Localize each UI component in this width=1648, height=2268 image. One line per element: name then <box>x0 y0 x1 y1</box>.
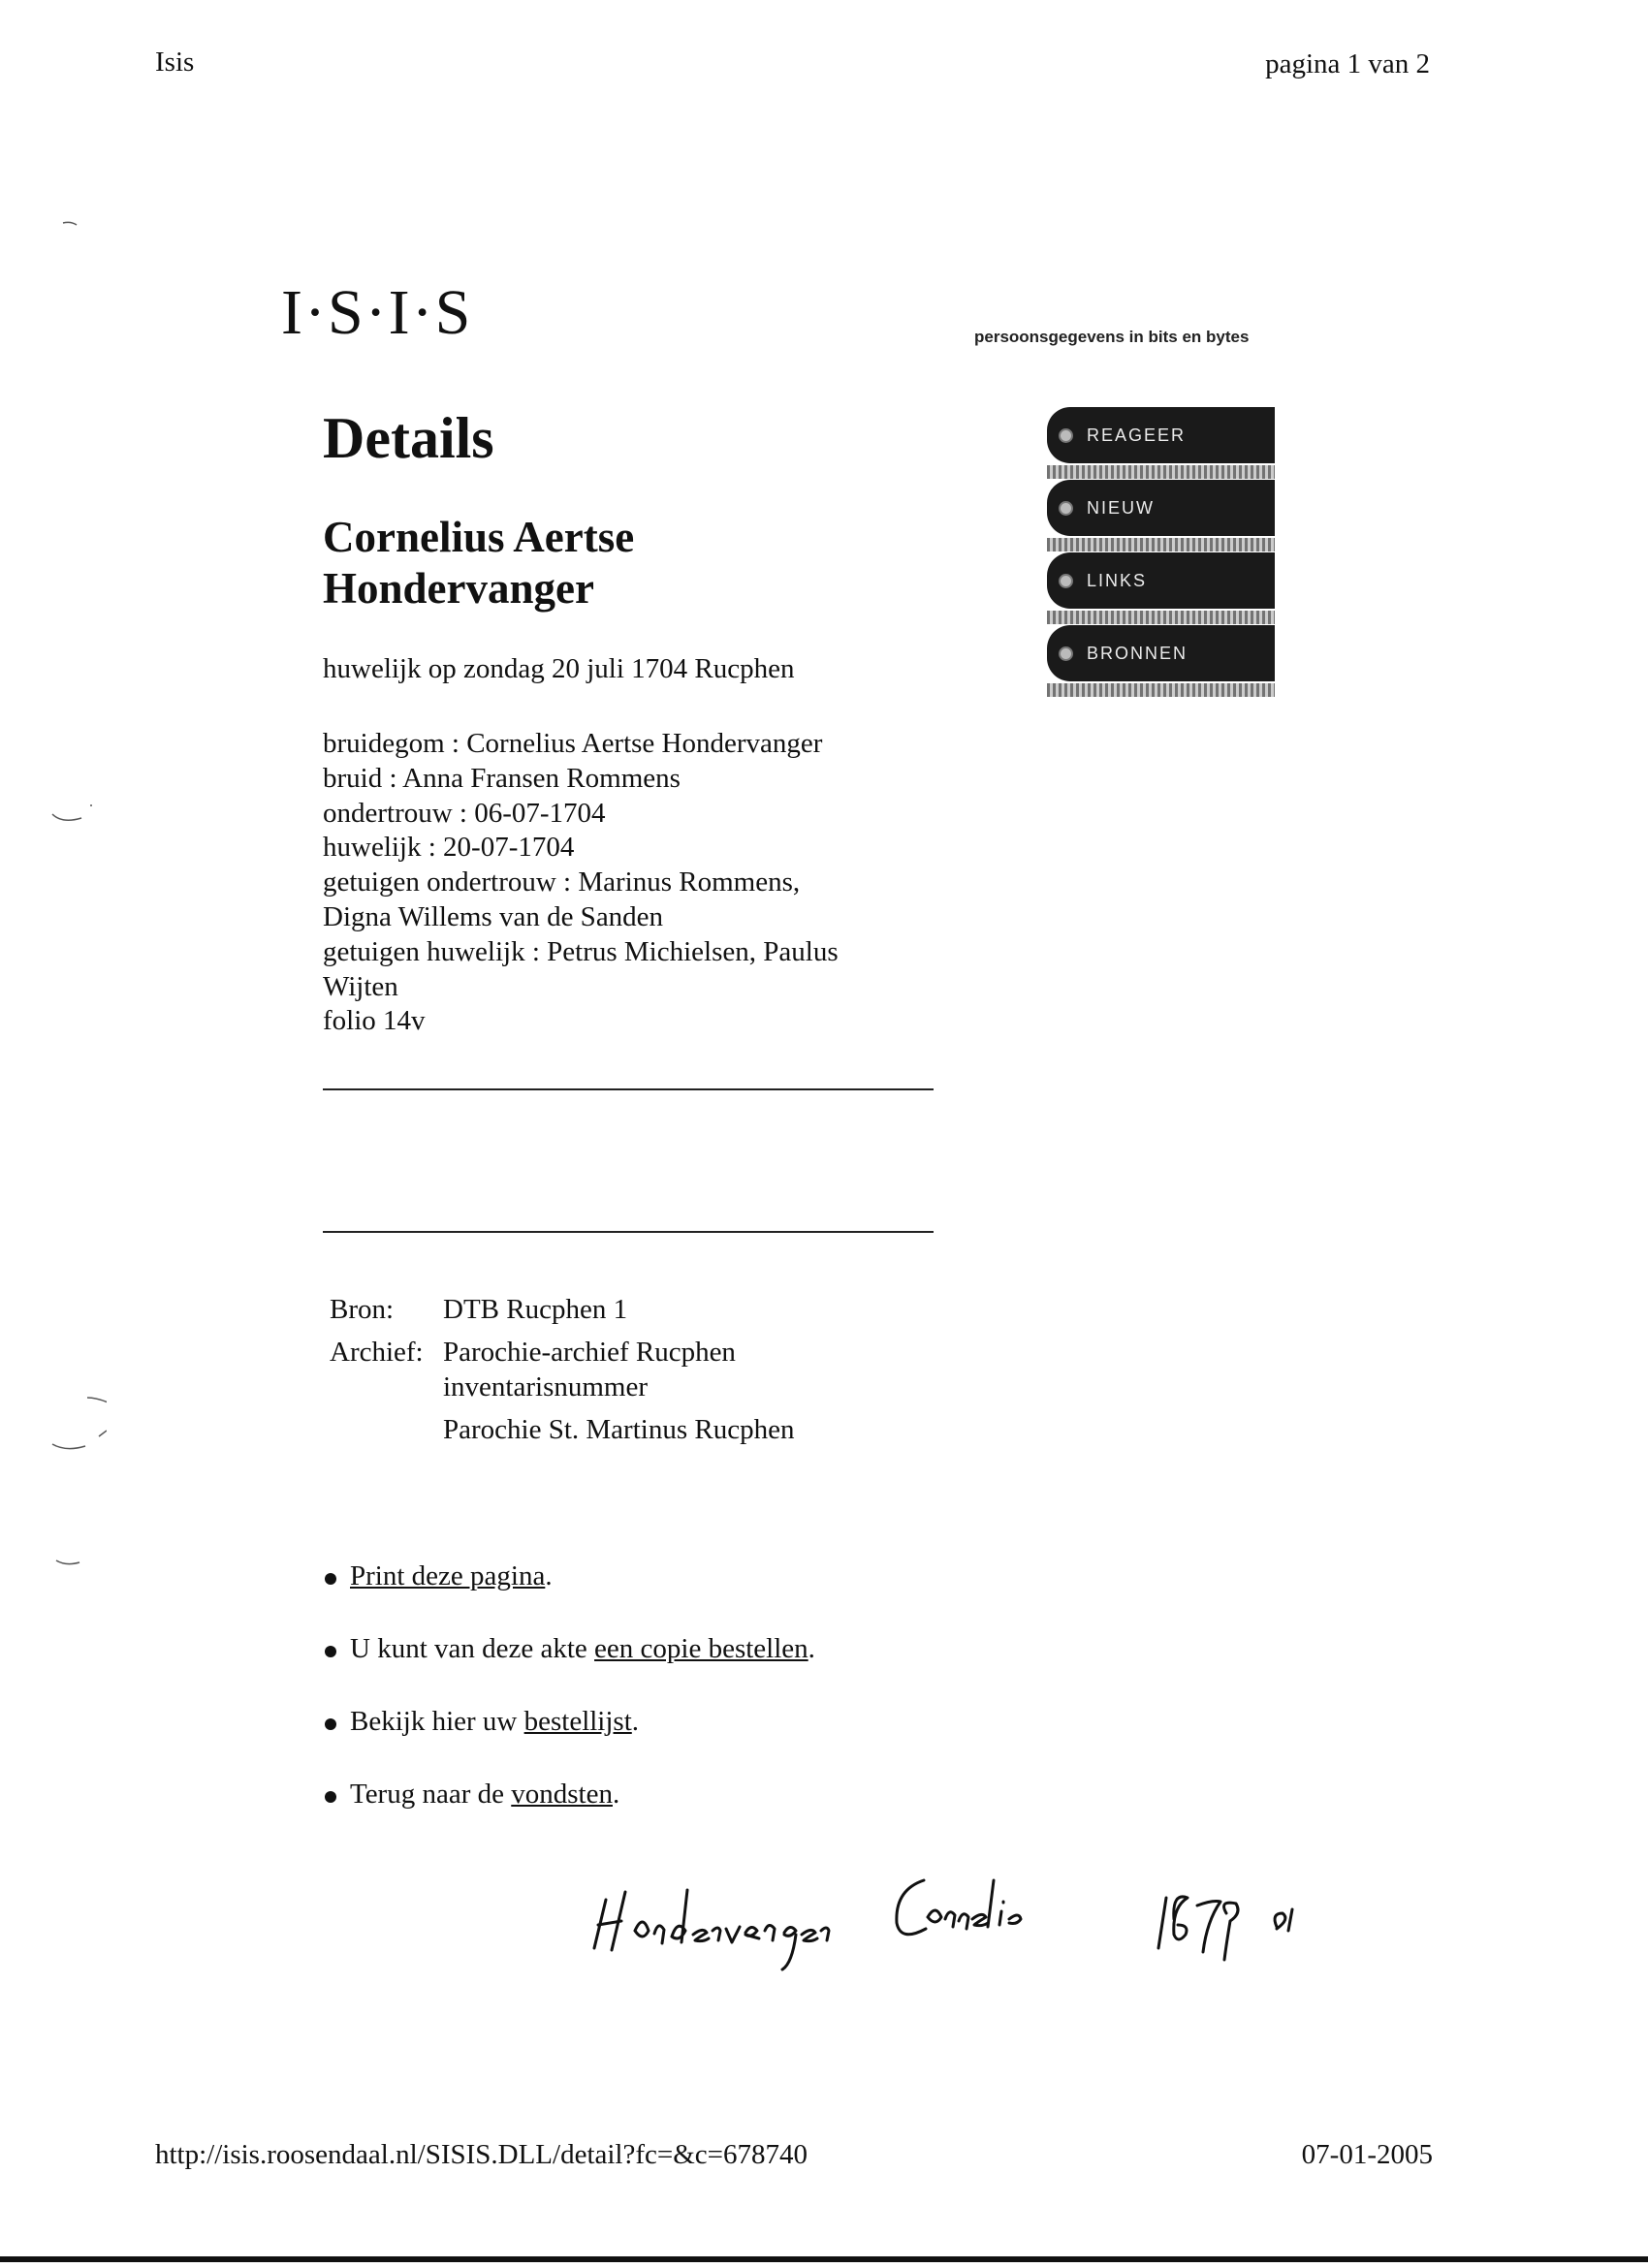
order-copy-link[interactable]: een copie bestellen <box>594 1633 808 1664</box>
page-title: Details <box>323 406 494 470</box>
footer-date: 07-01-2005 <box>1301 2139 1433 2170</box>
record-line: Wijten <box>323 970 398 1002</box>
archief-label: Archief: <box>330 1337 424 1368</box>
list-item: Terug naar de vondsten. <box>323 1779 815 1851</box>
record-line: folio 14v <box>323 1005 426 1037</box>
back-to-results-link[interactable]: vondsten <box>511 1779 613 1810</box>
person-name-line2: Hondervanger <box>323 564 594 613</box>
bron-value: DTB Rucphen 1 <box>443 1294 628 1325</box>
nav-divider <box>1047 683 1275 697</box>
action-list <box>323 1560 815 1851</box>
nav-nieuw-button[interactable] <box>1047 480 1275 536</box>
divider <box>323 1088 934 1090</box>
handwritten-annotation <box>586 1842 1362 1977</box>
nav-links-button[interactable] <box>1047 552 1275 609</box>
bullet-icon <box>325 1573 336 1585</box>
print-page-link[interactable]: Print deze pagina <box>350 1560 546 1591</box>
person-name <box>323 512 808 614</box>
nav-divider <box>1047 465 1275 479</box>
record-line: huwelijk : 20-07-1704 <box>323 832 575 864</box>
handwriting-graphic <box>586 1842 1362 1977</box>
archief-value: Parochie St. Martinus Rucphen <box>443 1414 795 1445</box>
scan-artifacts <box>39 194 107 1696</box>
list-item: Print deze pagina. <box>323 1560 815 1633</box>
record-line: bruidegom : Cornelius Aertse Hondervanger <box>323 728 823 759</box>
header-site-name: Isis <box>155 47 195 78</box>
bullet-icon <box>325 1791 336 1803</box>
bullet-icon <box>325 1718 336 1730</box>
list-item: U kunt van deze akte een copie bestellen. <box>323 1633 815 1706</box>
bullet-icon <box>1059 428 1073 443</box>
nav-label: LINKS <box>1087 570 1148 590</box>
nav-divider <box>1047 538 1275 551</box>
source-info <box>330 1292 794 1447</box>
list-item: Bekijk hier uw bestellijst. <box>323 1706 815 1779</box>
nav-divider <box>1047 611 1275 624</box>
bron-label: Bron: <box>330 1294 395 1325</box>
record-line: Digna Willems van de Sanden <box>323 900 664 932</box>
header-page-number: pagina 1 van 2 <box>1265 48 1430 79</box>
event-summary: huwelijk op zondag 20 juli 1704 Rucphen <box>323 653 795 684</box>
divider <box>323 1231 934 1233</box>
record-details <box>323 727 943 1039</box>
nav-bronnen-button[interactable] <box>1047 625 1275 681</box>
record-line: getuigen ondertrouw : Marinus Rommens, <box>323 866 801 898</box>
bullet-icon <box>1059 574 1073 588</box>
bullet-icon <box>1059 501 1073 516</box>
side-navigation <box>1047 405 1275 698</box>
record-line: ondertrouw : 06-07-1704 <box>323 797 606 829</box>
nav-reageer-button[interactable] <box>1047 407 1275 463</box>
footer-url: http://isis.roosendaal.nl/SISIS.DLL/detail?fc=&c=678740 <box>155 2139 808 2170</box>
record-line: getuigen huwelijk : Petrus Michielsen, Paulus <box>323 935 839 967</box>
nav-label: NIEUW <box>1087 497 1155 518</box>
nav-label: REAGEER <box>1087 425 1187 445</box>
scan-edge-line <box>0 2256 1648 2262</box>
record-line: bruid : Anna Fransen Rommens <box>323 762 681 794</box>
order-list-link[interactable]: bestellijst <box>523 1706 632 1737</box>
nav-label: BRONNEN <box>1087 643 1188 663</box>
logo-tagline: persoonsgegevens in bits en bytes <box>974 328 1250 346</box>
bullet-icon <box>1059 646 1073 661</box>
isis-logo: I·S·I·S <box>281 277 473 348</box>
bullet-icon <box>325 1646 336 1657</box>
archief-value: Parochie-archief Rucphen <box>443 1337 736 1368</box>
person-name-line1: Cornelius Aertse <box>323 513 635 561</box>
archief-value: inventarisnummer <box>443 1371 649 1402</box>
